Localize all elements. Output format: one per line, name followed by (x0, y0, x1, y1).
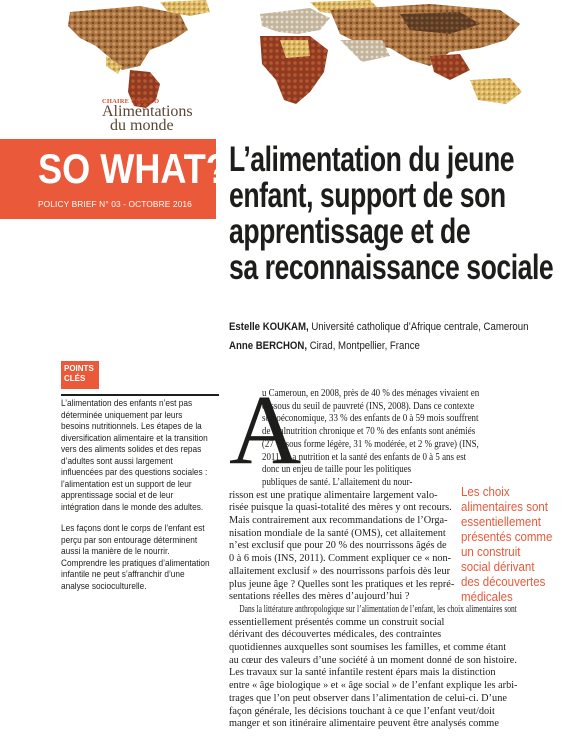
body-line: n’est exclusif que pour 20 % des nourrissons âgés de (229, 540, 447, 552)
key-points-divider (61, 394, 219, 396)
world-map-grains-image (10, 0, 558, 108)
body-line: nisation mondiale de la santé (OMS), cet allaitement (229, 527, 446, 539)
chair-name-line-1: Alimentations (102, 103, 193, 120)
key-points-tag (61, 361, 99, 389)
body-line: entre « âge biologique » et « âge social » de l’enfant explique les arbi- (229, 680, 518, 692)
authors-block (229, 318, 528, 356)
title-line: enfant, support de son (229, 176, 506, 215)
body-line: plus jeune âge ? Quelles sont les pratiques et les repré- (229, 578, 455, 590)
title-line: L’alimentation du jeune (229, 140, 515, 179)
body-line: Dans la littérature anthropologique sur l’alimentation de l’enfant, les choix alimentaires sont (239, 603, 517, 615)
title-line: apprentissage et de (229, 212, 471, 251)
author-2 (229, 337, 528, 356)
body-line: socioéconomique, 33 % des enfants de 0 à 59 mois souffrent (261, 413, 479, 425)
body-line: Mais contrairement aux recommandations de l’Orga- (229, 515, 448, 527)
author-name: Anne BERCHON, (229, 340, 308, 352)
body-line: u Cameroun, en 2008, près de 40 % des ménages vivaient en (261, 388, 480, 399)
brief-number: POLICY BRIEF N° 03 - OCTOBRE 2016 (38, 199, 192, 209)
body-line: sentations réelles des mères d’aujourd’hui ? (229, 591, 410, 603)
body-line: 0 à 6 mois (INS, 2011). Comment expliquer ce « non- (229, 553, 452, 565)
author-1 (229, 318, 528, 337)
body-line: dessous du seuil de pauvreté (INS, 2008). Dans ce contexte (261, 400, 475, 412)
author-affiliation: Cirad, Montpellier, France (307, 340, 420, 352)
pull-quote: Les choix alimentaires sont essentiellement présentés comme un construit social dérivant des découvertes médicales (461, 485, 553, 604)
series-title: SO WHAT? (38, 145, 228, 192)
drop-cap: A (229, 374, 302, 485)
title-line: sa reconnaissance sociale (229, 248, 554, 287)
body-line: allaitement exclusif » des nourrissons parfois dès leur (229, 565, 451, 577)
body-line: trages que l’on peut observer dans l’alimentation de celui-ci. D’une (229, 692, 507, 704)
body-line: manger et son itinéraire alimentaire peuvent être analysés comme (229, 718, 499, 730)
body-line: (27 % sous forme légère, 31 % modérée, et 2 % grave) (INS, (261, 438, 479, 450)
key-points-label-2: CLÉS (64, 374, 86, 383)
chair-name-line-2: du monde (110, 117, 174, 134)
author-affiliation: Université catholique d’Afrique centrale, Cameroun (308, 321, 529, 333)
body-line: quotidiennes auxquelles sont soumises les familles, et comme étant (229, 642, 507, 654)
chair-label: CHAIRE UNESCO (102, 98, 160, 105)
author-name: Estelle KOUKAM, (229, 321, 309, 333)
body-line: Les travaux sur la santé infantile restent épars mais la distinction (229, 667, 496, 679)
body-line: risson est une pratique alimentaire largement valo- (229, 489, 438, 501)
body-line: 2011). La nutrition et la santé des enfants de 0 à 5 ans est (261, 451, 467, 463)
unesco-chair-logo (102, 98, 212, 133)
key-point-paragraph: Les façons dont le corps de l’enfant est perçu par son entourage déterminent aussi la manière de le nourrir. Comprendre les pratiques d’alimentation infantile ne peut s’affranchir d’une analyse socioculturelle. (61, 523, 210, 591)
body-line: donc un enjeu de taille pour les politiques (261, 464, 412, 476)
body-line: publiques de santé. L’allaitement du nour- (261, 476, 413, 488)
body-line: façon générale, les décisions touchant à ce que l’enfant veut/doit (229, 705, 495, 717)
key-point-paragraph: L’alimentation des enfants n’est pas déterminée uniquement par leurs besoins nutritionnels. Les étapes de la diversification alimentaire et la transition vers des aliments solides et des repas d’adultes sont aussi largement influencées par des questions sociales : l’alimentation est un support de leur apprentissage social et de leur intégration dans le monde des adultes. (61, 398, 208, 512)
key-points-text (61, 398, 210, 602)
document-title (229, 140, 554, 287)
body-line: risée puisque la quasi-totalité des mères y ont recours. (229, 502, 452, 514)
key-points-label-1: POINTS (64, 364, 94, 373)
body-line: de malnutrition chronique et 70 % des enfants sont anémiés (261, 426, 476, 438)
body-line: dérivant des découvertes médicales, des contraintes (229, 629, 442, 641)
body-line: au cœur des valeurs d’une société à un moment donné de son histoire. (229, 654, 517, 666)
body-line: essentiellement présentés comme un construit social (229, 616, 445, 628)
series-banner (0, 139, 228, 219)
